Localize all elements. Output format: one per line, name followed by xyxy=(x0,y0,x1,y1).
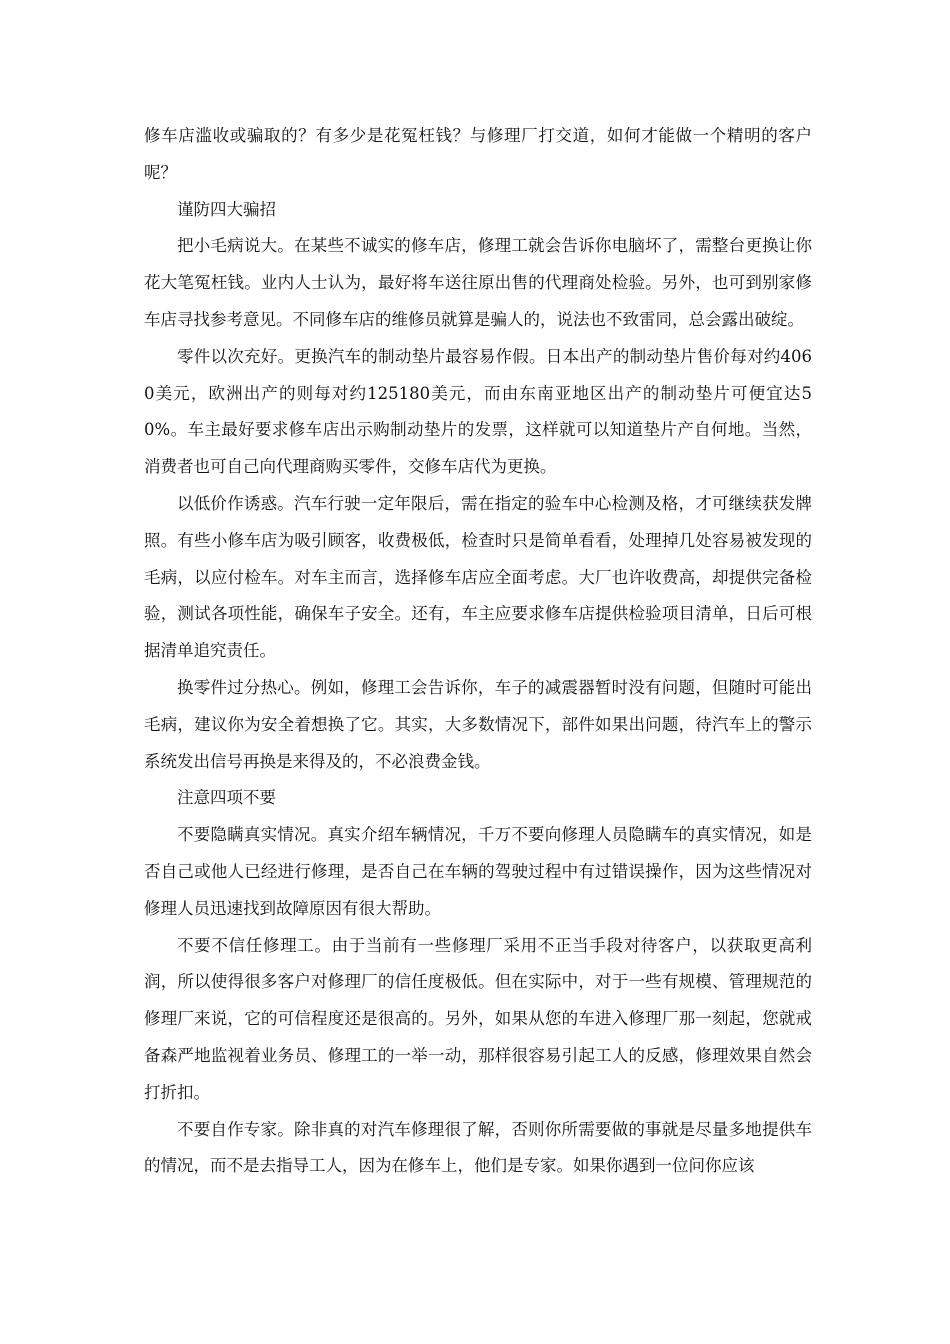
paragraph-exaggerate: 把小毛病说大。在某些不诚实的修车店，修理工就会告诉你电脑坏了，需整台更换让你花大笔冤枉钱。业内人士认为，最好将车送往原出售的代理商处检验。另外，也可到别家修车店寻找参考意见。不同修车店的维修员就算是骗人的，说法也不致雷同，总会露出破绽。 xyxy=(144,236,812,329)
paragraph-inferior-parts: 零件以次充好。更换汽车的制动垫片最容易作假。日本出产的制动垫片售价每对约4060美元，欧洲出产的则每对约125180美元，而由东南亚地区出产的制动垫片可便宜达50%。车主最好要求修车店出示购制动垫片的发票，这样就可以知道垫片产自何地。当然，消费者也可自己向代理商购买零件，交修车店代为更换。 xyxy=(144,346,812,477)
section-heading-donts: 注意四项不要 xyxy=(177,788,276,808)
continuation-paragraph: 修车店滥收或骗取的？有多少是花冤枉钱？与修理厂打交道，如何才能做一个精明的客户呢？ xyxy=(144,126,812,182)
section-heading-scams: 谨防四大骗招 xyxy=(177,199,276,219)
paragraph-not-expert: 不要自作专家。除非真的对汽车修理很了解，否则你所需要做的事就是尽量多地提供车的情况，而不是去指导工人，因为在修车上，他们是专家。如果你遇到一位问你应该 xyxy=(144,1119,812,1176)
paragraph-no-concealing: 不要隐瞒真实情况。真实介绍车辆情况，千万不要向修理人员隐瞒车的真实情况，如是否自己或他人已经进行修理，是否自己在车辆的驾驶过程中有过错误操作，因为这些情况对修理人员迅速找到故障原因有很大帮助。 xyxy=(144,825,812,918)
paragraph-trust-mechanic: 不要不信任修理工。由于当前有一些修理厂采用不正当手段对待客户，以获取更高利润，所以使得很多客户对修理厂的信任度极低。但在实际中，对于一些有规模、管理规范的修理厂来说，它的可信程度还是很高的。另外，如果从您的车进入修理厂那一刻起，您就戒备森严地监视着业务员、修理工的一举一动，那样很容易引起工人的反感，修理效果自然会打折扣。 xyxy=(144,935,812,1102)
document-page xyxy=(144,118,812,1185)
paragraph-overeager-replacement: 换零件过分热心。例如，修理工会告诉你，车子的减震器暂时没有问题，但随时可能出毛病，建议你为安全着想换了它。其实，大多数情况下，部件如果出问题，待汽车上的警示系统发出信号再换是来得及的，不必浪费金钱。 xyxy=(144,677,812,771)
paragraph-low-price: 以低价作诱惑。汽车行驶一定年限后，需在指定的验车中心检测及格，才可继续获发牌照。有些小修车店为吸引顾客，收费极低，检查时只是简单看看，处理掉几处容易被发现的毛病，以应付检车。对车主而言，选择修车店应全面考虑。大厂也许收费高，却提供完备检验，测试各项性能，确保车子安全。还有，车主应要求修车店提供检验项目清单，日后可根据清单追究责任。 xyxy=(144,493,812,661)
